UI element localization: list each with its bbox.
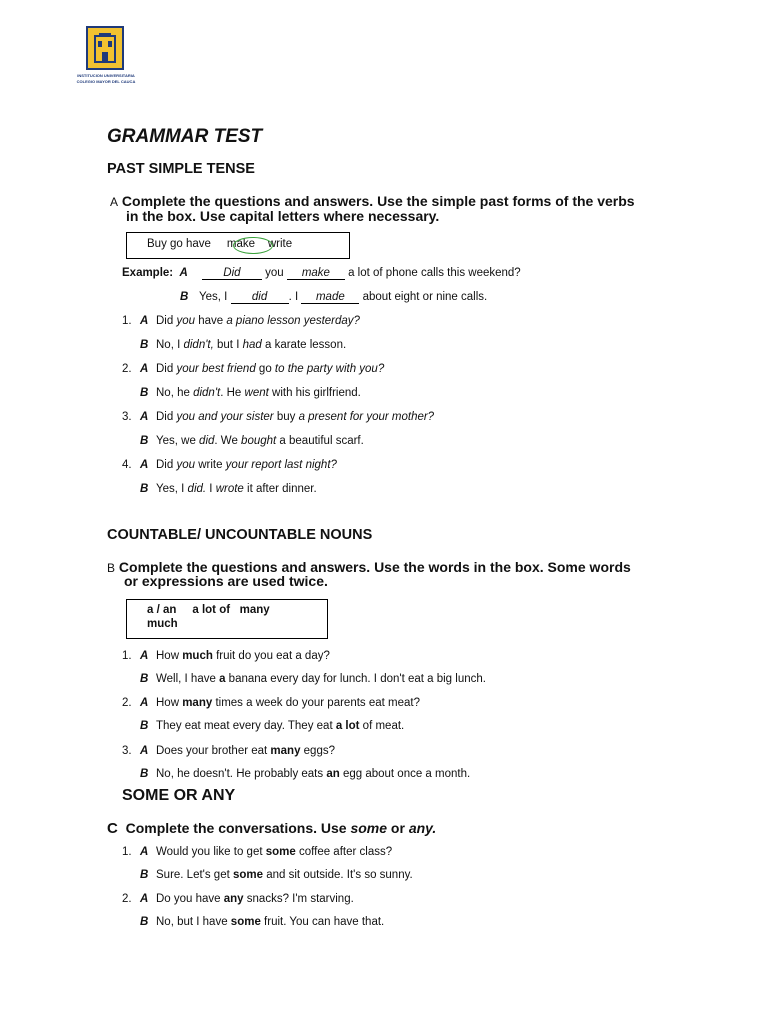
section-heading-past-simple: PAST SIMPLE TENSE — [107, 161, 255, 177]
sentence-text: it after dinner. — [243, 483, 317, 495]
dialogue-line-a — [122, 363, 384, 375]
example-text: a lot of phone calls this weekend? — [348, 267, 521, 279]
answer-word: any — [223, 893, 244, 905]
answer-word: a lot — [335, 720, 360, 732]
item-number: 2. — [122, 697, 132, 709]
speaker-b: B — [140, 339, 149, 351]
instruction-text: or — [387, 820, 409, 836]
logo-caption-2: COLEGIO MAYOR DEL CAUCA — [76, 79, 136, 84]
answer-word: some — [265, 846, 296, 858]
example-a — [122, 267, 521, 280]
example-fill: make — [287, 267, 345, 280]
answer-word: a present for your mother? — [295, 411, 435, 423]
instruction-text: Complete the questions and answers. Use the simple past forms of the verbs — [121, 193, 635, 209]
example-b — [180, 291, 487, 304]
verb-list: Buy go have — [147, 238, 211, 250]
example-text: Yes, I — [199, 291, 228, 303]
section-letter: C — [107, 820, 118, 837]
speaker-b: B — [180, 291, 189, 303]
answer-word: many — [182, 697, 213, 709]
section-letter: B — [107, 561, 116, 575]
sentence-text: but I — [213, 339, 243, 351]
instruction-a-line2: in the box. Use capital letters where necessary. — [126, 208, 440, 224]
building-icon — [86, 26, 124, 70]
answer-word: a piano lesson yesterday? — [223, 315, 360, 327]
dialogue-line-a — [122, 459, 337, 471]
sentence-text: buy — [276, 411, 296, 423]
item-number: 2. — [122, 893, 132, 905]
answer-word: had — [242, 339, 262, 351]
dialogue-line-b — [140, 387, 361, 399]
sentence-text: . We — [214, 435, 242, 447]
speaker-a: A — [140, 459, 149, 471]
speaker-b: B — [140, 673, 149, 685]
sentence-text: Did — [156, 315, 174, 327]
sentence-text: How — [156, 697, 183, 709]
answer-word: you and your sister — [173, 411, 277, 423]
item-number: 4. — [122, 459, 132, 471]
sentence-text: Does your brother eat — [156, 745, 271, 757]
answer-word: went — [244, 387, 269, 399]
dialogue-line-a — [122, 650, 330, 662]
answer-word: an — [326, 768, 340, 780]
sentence-text: No, but I have — [156, 916, 231, 928]
example-fill: made — [301, 291, 359, 304]
example-fill: Did — [202, 267, 262, 280]
verb-last: write — [267, 238, 293, 250]
sentence-text: coffee after class? — [295, 846, 393, 858]
section-heading-nouns: COUNTABLE/ UNCOUNTABLE NOUNS — [107, 527, 373, 543]
instruction-a-line1 — [110, 193, 635, 209]
sentence-text: snacks? I'm starving. — [243, 893, 354, 905]
sentence-text: Would you like to get — [156, 846, 266, 858]
speaker-b: B — [140, 768, 149, 780]
answer-word: didn't, — [183, 339, 214, 351]
sentence-text: Yes, I — [156, 483, 188, 495]
speaker-b: B — [140, 387, 149, 399]
sentence-text: have — [198, 315, 224, 327]
word-box-line1: a / an a lot of many — [147, 604, 270, 616]
dialogue-line-b — [140, 916, 384, 928]
verb-circled: make — [226, 238, 256, 250]
sentence-text: of meat. — [359, 720, 405, 732]
speaker-b: B — [140, 869, 149, 881]
sentence-text: No, he doesn't. He probably eats — [156, 768, 327, 780]
answer-word: did. — [187, 483, 207, 495]
instruction-keyword: some — [350, 820, 388, 836]
sentence-text: No, I — [156, 339, 184, 351]
section-heading-some-any: SOME OR ANY — [122, 787, 236, 804]
speaker-a: A — [140, 893, 149, 905]
example-fill: did — [231, 291, 289, 304]
sentence-text: write — [198, 459, 223, 471]
example-label: Example: — [122, 267, 174, 279]
sentence-text: Did — [156, 411, 174, 423]
dialogue-line-a — [122, 697, 420, 709]
instruction-text: Complete the conversations. Use — [125, 820, 351, 836]
dialogue-line-a — [122, 745, 335, 757]
speaker-a: A — [140, 697, 149, 709]
dialogue-line-b — [140, 768, 470, 780]
answer-word: didn't — [193, 387, 221, 399]
word-box-line2: much — [147, 618, 178, 630]
answer-word: wrote — [215, 483, 244, 495]
speaker-a: A — [140, 411, 149, 423]
logo-caption-1: INSTITUCION UNIVERSITARIA — [77, 73, 135, 78]
example-text: . I — [288, 291, 299, 303]
sentence-text: They eat meat every day. They eat — [156, 720, 336, 732]
instruction-text: Complete the questions and answers. Use the words in the box. Some words — [118, 559, 631, 575]
answer-word: your best friend — [173, 363, 259, 375]
sentence-text: Do you have — [156, 893, 224, 905]
dialogue-line-b — [140, 339, 346, 351]
example-text: about eight or nine calls. — [362, 291, 488, 303]
sentence-text: egg about once a month. — [339, 768, 471, 780]
sentence-text: banana every day for lunch. I don't eat a big lunch. — [225, 673, 486, 685]
page-title: GRAMMAR TEST — [107, 126, 263, 147]
sentence-text: and sit outside. It's so sunny. — [263, 869, 413, 881]
item-number: 1. — [122, 315, 132, 327]
sentence-text: with his girlfriend. — [268, 387, 361, 399]
sentence-text: Sure. Let's get — [156, 869, 233, 881]
dialogue-line-b — [140, 869, 413, 881]
sentence-text: eggs? — [300, 745, 335, 757]
circle-highlight — [233, 237, 273, 254]
sentence-text: Well, I have — [156, 673, 220, 685]
sentence-text: times a week do your parents eat meat? — [212, 697, 420, 709]
answer-word: did — [199, 435, 215, 447]
answer-word: many — [270, 745, 301, 757]
instruction-b-line2: or expressions are used twice. — [124, 573, 328, 589]
answer-word: your report last night? — [222, 459, 337, 471]
dialogue-line-b — [140, 720, 404, 732]
sentence-text: Did — [156, 363, 174, 375]
instruction-c — [107, 820, 436, 837]
dialogue-line-a — [122, 411, 434, 423]
speaker-a: A — [140, 650, 149, 662]
answer-word: you — [173, 315, 199, 327]
sentence-text: . He — [220, 387, 245, 399]
item-number: 3. — [122, 411, 132, 423]
speaker-a: A — [140, 745, 149, 757]
item-number: 3. — [122, 745, 132, 757]
item-number: 2. — [122, 363, 132, 375]
answer-word: some — [230, 916, 261, 928]
item-number: 1. — [122, 846, 132, 858]
sentence-text: How — [156, 650, 183, 662]
speaker-b: B — [140, 720, 149, 732]
speaker-b: B — [140, 483, 149, 495]
answer-word: a — [219, 673, 226, 685]
instruction-keyword: any. — [408, 820, 437, 836]
answer-word: bought — [241, 435, 277, 447]
sentence-text: No, he — [156, 387, 194, 399]
speaker-a: A — [140, 363, 149, 375]
dialogue-line-b — [140, 435, 364, 447]
institution-logo — [76, 26, 136, 84]
dialogue-line-a — [122, 315, 360, 327]
sentence-text: fruit do you eat a day? — [212, 650, 330, 662]
dialogue-line-b — [140, 483, 317, 495]
section-letter: A — [110, 195, 119, 209]
item-number: 1. — [122, 650, 132, 662]
example-text: you — [265, 267, 284, 279]
speaker-a: A — [140, 315, 149, 327]
sentence-text: go — [258, 363, 272, 375]
dialogue-line-a — [122, 893, 354, 905]
dialogue-line-a — [122, 846, 392, 858]
sentence-text: a karate lesson. — [261, 339, 347, 351]
sentence-text: Yes, we — [156, 435, 200, 447]
dialogue-line-b — [140, 673, 486, 685]
speaker-a: A — [179, 267, 188, 279]
sentence-text: Did — [156, 459, 174, 471]
speaker-b: B — [140, 435, 149, 447]
answer-word: to the party with you? — [271, 363, 385, 375]
sentence-text: fruit. You can have that. — [260, 916, 385, 928]
speaker-a: A — [140, 846, 149, 858]
sentence-text: I — [206, 483, 216, 495]
speaker-b: B — [140, 916, 149, 928]
answer-word: you — [173, 459, 199, 471]
sentence-text: a beautiful scarf. — [276, 435, 364, 447]
answer-word: some — [233, 869, 264, 881]
answer-word: much — [182, 650, 213, 662]
